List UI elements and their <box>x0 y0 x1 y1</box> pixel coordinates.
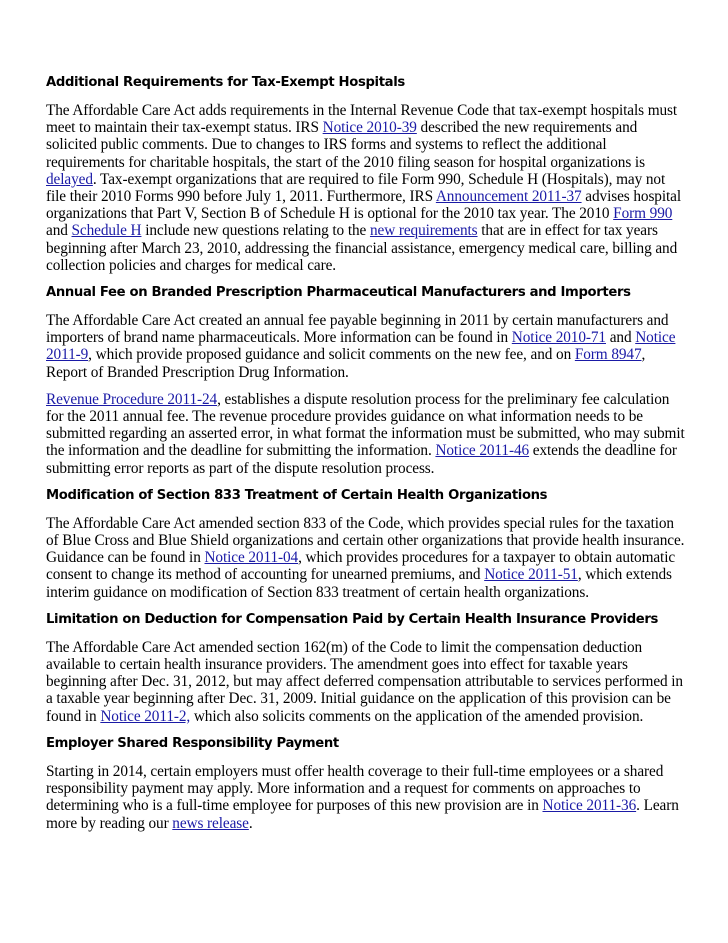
section-833-modification <box>46 487 686 601</box>
document-link[interactable]: Notice 2011-04 <box>204 549 299 567</box>
paragraph-text: described the new requirements and solicited public comments. Due to changes to IRS forms and systems to reflect the additional requirements for charitable hospitals, the start of the 2010 filing season for hospital organizations is <box>46 119 645 171</box>
document-link[interactable]: Announcement 2011-37 <box>435 188 582 206</box>
section-employer-responsibility <box>46 735 686 832</box>
section-pharma-fee <box>46 284 686 477</box>
paragraph-text: The Affordable Care Act amended section 162(m) of the Code to limit the compensation deduction available to certain health insurance providers. The amendment goes into effect for taxable years beginning after Dec. 31, 2012, but may affect deferred compensation attributable to services performed in a taxable year beginning after Dec. 31, 2009. Initial guidance on the application of this provision can be found in <box>46 638 683 725</box>
section-tax-exempt-hospitals <box>46 74 686 274</box>
paragraph-text: include new questions relating to the <box>141 222 370 240</box>
paragraph-text: The Affordable Care Act created an annual fee payable beginning in 2011 by certain manufacturers and importers of brand name pharmaceuticals. More information can be found in <box>46 312 669 347</box>
document-page <box>46 74 686 842</box>
section-paragraph <box>46 102 686 274</box>
paragraph-text: . Tax-exempt organizations that are required to file Form 990, Schedule H (Hospitals), may not file their 2010 Forms 990 before July 1, 2011. Furthermore, IRS <box>46 170 666 206</box>
section-heading: Employer Shared Responsibility Payment <box>46 735 339 751</box>
document-link[interactable]: Form 8947 <box>574 346 642 364</box>
document-link[interactable]: Notice 2011-46 <box>435 442 530 460</box>
paragraph-text: , which provides procedures for a taxpayer to obtain automatic consent to change its method of accounting for unearned premiums, and <box>46 549 676 584</box>
section-paragraph <box>46 391 686 477</box>
document-link[interactable]: new requirements <box>369 222 478 240</box>
section-heading: Modification of Section 833 Treatment of Certain Health Organizations <box>46 487 548 503</box>
section-heading: Annual Fee on Branded Prescription Pharmaceutical Manufacturers and Importers <box>46 285 631 301</box>
document-link[interactable]: Notice 2010-39 <box>322 119 417 137</box>
section-heading: Additional Requirements for Tax-Exempt Hospitals <box>46 75 405 90</box>
section-paragraph <box>46 312 686 381</box>
paragraph-text: and <box>46 222 72 240</box>
section-paragraph <box>46 515 686 601</box>
paragraph-text: Starting in 2014, certain employers must offer health coverage to their full-time employees or a shared responsibility payment may apply. More information and a request for comments on approaches to determining who is a full-time employee for purposes of this new provision are in <box>46 762 664 815</box>
document-link[interactable]: Form 990 <box>613 205 673 223</box>
paragraph-text: . Learn more by reading our <box>46 797 679 832</box>
section-paragraph <box>46 639 686 725</box>
paragraph-text: that are in effect for tax years beginning after March 23, 2010, addressing the financial assistance, emergency medical care, billing and collection policies and charges for medical care. <box>46 222 678 274</box>
paragraph-text: , which provide proposed guidance and solicit comments on the new fee, and on <box>88 346 575 364</box>
document-link[interactable]: Notice 2010-71 <box>511 329 606 347</box>
document-link[interactable]: Notice 2011-2, <box>100 707 191 725</box>
paragraph-text: , which extends interim guidance on modification of Section 833 treatment of certain health organizations. <box>46 566 672 601</box>
document-link[interactable]: Notice 2011-36 <box>542 797 637 815</box>
document-link[interactable]: Notice 2011-9 <box>46 329 676 364</box>
paragraph-text: , Report of Branded Prescription Drug Information. <box>46 346 646 381</box>
document-link[interactable]: news release <box>172 814 249 832</box>
paragraph-text: and <box>605 329 636 347</box>
paragraph-text: advises hospital organizations that Part V, Section B of Schedule H is optional for the 2010 tax year. The 2010 <box>46 188 681 223</box>
paragraph-text: which also solicits comments on the application of the amended provision. <box>190 707 644 725</box>
document-link[interactable]: Schedule H <box>71 222 142 240</box>
document-link[interactable]: Notice 2011-51 <box>484 566 578 584</box>
paragraph-text: . <box>248 814 253 832</box>
paragraph-text: The Affordable Care Act amended section 833 of the Code, which provides special rules for the taxation of Blue Cross and Blue Shield organizations and certain other organizations that provide health insurance. Guidance can be found in <box>46 514 685 567</box>
paragraph-text: , establishes a dispute resolution process for the preliminary fee calculation for the 2011 annual fee. The revenue procedure provides guidance on what information needs to be submitted regarding an asserted error, in what format the information must be submitted, who may submit the information and the deadline for submitting the information. <box>46 390 685 460</box>
document-link[interactable]: Revenue Procedure 2011-24 <box>46 390 218 408</box>
paragraph-text: The Affordable Care Act adds requirements in the Internal Revenue Code that tax-exempt hospitals must meet to maintain their tax-exempt status. IRS <box>46 102 678 137</box>
section-compensation-deduction <box>46 611 686 725</box>
section-heading: Limitation on Deduction for Compensation Paid by Certain Health Insurance Providers <box>46 611 659 627</box>
section-paragraph <box>46 763 686 832</box>
paragraph-text: extends the deadline for submitting error reports as part of the dispute resolution process. <box>46 442 677 477</box>
document-link[interactable]: delayed <box>46 170 93 188</box>
